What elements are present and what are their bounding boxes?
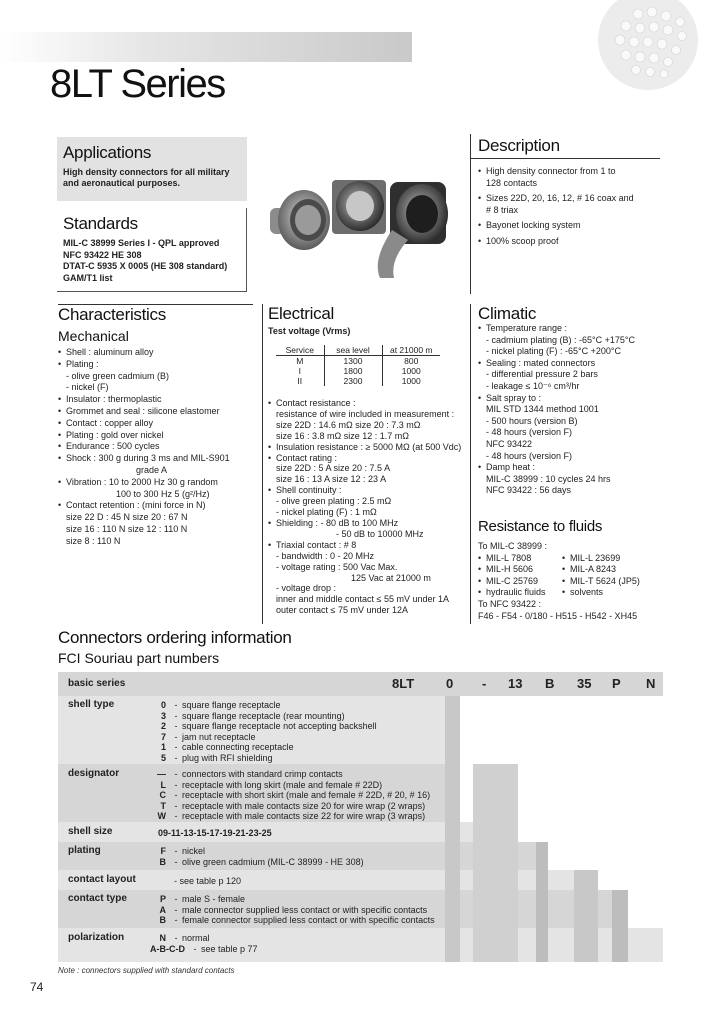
option-code: B (159, 915, 166, 926)
climatic-line: • Damp heat : (478, 462, 678, 474)
description-item: • High density connector from 1 to (486, 166, 616, 176)
climatic-list (478, 323, 678, 497)
contact-type-items (150, 894, 435, 926)
fluids-heading: Resistance to fluids (478, 518, 603, 535)
fluid-item: • MIL-A 8243 (562, 564, 640, 576)
shell-type-option: 0 - square flange receptacle (150, 700, 377, 711)
page-title: 8LT Series (50, 62, 225, 106)
basic-series-bar (58, 672, 663, 696)
description-rule (470, 158, 660, 159)
description-item: 128 contacts (486, 177, 538, 188)
shell-type-items (150, 700, 377, 764)
contact-layout-label: contact layout (68, 874, 136, 885)
climatic-line: - 48 hours (version F) (486, 427, 573, 438)
fluids-block (478, 541, 678, 622)
option-text: cable connecting receptacle (182, 742, 294, 753)
mechanical-line: • Plating : (58, 359, 263, 371)
electrical-list (268, 398, 468, 616)
col-contact (612, 890, 628, 962)
option-code: L (160, 779, 166, 790)
plating-label: plating (68, 845, 101, 856)
title-bar (0, 32, 412, 62)
tv-cell: M (296, 356, 304, 366)
mechanical-line: • Shock : 300 g during 3 ms and MIL-S901 (58, 453, 263, 465)
characteristics-heading: Characteristics (58, 305, 166, 324)
electrical-line: 125 Vac at 21000 m (351, 572, 431, 583)
characteristics-rule (58, 304, 253, 305)
electrical-line: • Contact rating : (268, 453, 468, 464)
code-shell-size: 13 (508, 676, 523, 691)
designator-label: designator (68, 768, 120, 779)
shell-size-values: 09-11-13-15-17-19-21-23-25 (158, 828, 272, 838)
option-text: square flange receptacle (rear mounting) (182, 710, 345, 721)
contact-type-label: contact type (68, 893, 127, 904)
mechanical-line: • Plating : gold over nickel (58, 430, 263, 442)
electrical-line: • Contact resistance : (268, 398, 468, 409)
electrical-line: - voltage rating : 500 Vac Max. (276, 561, 398, 572)
option-text: plug with RFI shielding (182, 752, 273, 763)
fluid-item: • MIL-T 5624 (JP5) (562, 576, 640, 588)
option-text: square flange receptacle not accepting backshell (182, 721, 377, 732)
electrical-line: • Triaxial contact : # 8 (268, 540, 468, 551)
applications-heading: Applications (63, 143, 152, 162)
option-text: male S - female (182, 894, 246, 904)
tv-cell: 800 (382, 356, 440, 367)
code-plating: B (545, 676, 555, 691)
fluids-intro: To MIL-C 38999 : (478, 541, 548, 551)
shell-type-option: 2 - square flange receptacle not accepting backshell (150, 721, 377, 732)
designator-items (150, 769, 430, 822)
option-code: — (157, 769, 166, 779)
code-shell-type: 0 (446, 676, 454, 691)
tv-cell: 1800 (324, 366, 382, 376)
contact-layout-value: - see table p 120 (174, 876, 242, 886)
option-text: receptacle with male contacts size 20 for wire wrap (2 wraps) (182, 800, 426, 811)
code-series: 8LT (392, 676, 415, 691)
basic-series-label: basic series (68, 678, 126, 689)
climatic-line: - cadmium plating (B) : -65°C +175°C (486, 334, 636, 345)
page-number: 74 (30, 980, 44, 994)
plating-items (150, 846, 364, 867)
designator-option: L - receptacle with long skirt (male and female # 22D) (150, 780, 430, 791)
applications-box (57, 137, 247, 201)
standards-box (57, 208, 247, 292)
climatic-line: • Salt spray to : (478, 393, 678, 405)
standards-line: GAM/T1 list (63, 272, 113, 283)
option-text: connectors with standard crimp contacts (182, 769, 343, 779)
applications-line: High density connectors for all military (63, 167, 230, 177)
code-contact: P (612, 676, 621, 691)
option-code: N (159, 933, 166, 943)
option-code: B (159, 856, 166, 867)
climatic-line: MIL-C 38999 : 10 cycles 24 hrs (486, 473, 611, 484)
ordering-heading: Connectors ordering information (58, 628, 292, 647)
electrical-line: inner and middle contact ≤ 55 mV under 1A (276, 594, 450, 605)
mechanical-line: • Insulator : thermoplastic (58, 394, 263, 406)
option-code: 0 (160, 700, 166, 710)
applications-line: and aeronautical purposes. (63, 178, 181, 188)
standards-line: NFC 93422 HE 308 (63, 249, 142, 260)
option-code: 7 (160, 731, 166, 742)
tv-header: Service (276, 345, 324, 356)
option-text: normal (182, 933, 210, 943)
climatic-line: • Sealing : mated connectors (478, 358, 678, 370)
ordering-subheading: FCI Souriau part numbers (58, 650, 220, 666)
test-voltage-label: Test voltage (Vrms) (268, 326, 351, 336)
option-text: female connector supplied less contact or with specific contacts (182, 915, 435, 926)
option-code: T (160, 800, 166, 811)
climatic-heading: Climatic (478, 304, 537, 323)
shell-type-label: shell type (68, 699, 115, 710)
electrical-divider (262, 304, 263, 624)
polarization-items (150, 933, 258, 954)
option-code: A (159, 904, 166, 915)
tv-header: sea level (324, 345, 382, 356)
polarization-band (58, 928, 663, 962)
mechanical-line: • Shell : aluminum alloy (58, 347, 263, 359)
tv-cell: I (298, 366, 301, 376)
option-text: receptacle with male contacts size 22 for wire wrap (3 wraps) (182, 811, 426, 822)
electrical-line: - nickel plating (F) : 1 mΩ (276, 507, 377, 518)
mechanical-line: size 8 : 110 N (66, 535, 121, 546)
electrical-line: - bandwidth : 0 - 20 MHz (276, 550, 375, 561)
option-text: receptacle with long skirt (male and female # 22D) (182, 779, 383, 790)
mechanical-line: size 16 : 110 N size 12 : 110 N (66, 523, 188, 534)
option-code: W (157, 811, 166, 822)
code-polarization: N (646, 676, 656, 691)
standards-heading: Standards (63, 214, 138, 233)
decorative-dots-logo (576, 0, 706, 92)
tv-cell: 1000 (382, 376, 440, 386)
electrical-line: • Shielding : - 80 dB to 100 MHz (268, 518, 468, 529)
option-code: C (159, 790, 166, 801)
mechanical-line: • Endurance : 500 cycles (58, 441, 263, 453)
code-layout: 35 (577, 676, 592, 691)
electrical-line: size 16 : 3.8 mΩ size 12 : 1.7 mΩ (276, 430, 410, 441)
option-code: 1 (160, 742, 166, 753)
standards-line: MIL-C 38999 Series I - QPL approved (63, 238, 220, 248)
nfc-intro: To NFC 93422 : (478, 598, 542, 609)
polarization-option: A-B-C-D - see table p 77 (150, 943, 258, 954)
description-item: • Bayonet locking system (486, 220, 581, 230)
contact-type-option: A - male connector supplied less contact or with specific contacts (150, 905, 435, 916)
mechanical-line: • Contact : copper alloy (58, 418, 263, 430)
col-layout (574, 870, 598, 962)
climatic-line: • Temperature range : (478, 323, 678, 335)
mechanical-line: - nickel (F) (66, 382, 109, 393)
tv-cell: II (297, 376, 303, 386)
mechanical-line: • Grommet and seal : silicone elastomer (58, 406, 263, 418)
contact-type-option: P - male S - female (150, 894, 435, 905)
tv-cell: 1000 (382, 366, 440, 376)
description-item: • 100% scoop proof (486, 235, 559, 246)
contact-type-option: B - female connector supplied less contact or with specific contacts (150, 915, 435, 926)
fluid-item: • MIL-C 25769 (478, 576, 562, 588)
col-shell-type (445, 696, 460, 962)
shell-size-label: shell size (68, 826, 113, 837)
electrical-line: size 22D : 5 A size 20 : 7.5 A (276, 463, 391, 474)
col-plating (536, 842, 548, 962)
option-text: nickel (182, 846, 206, 856)
electrical-line: size 16 : 13 A size 12 : 23 A (276, 474, 387, 485)
option-code: P (159, 894, 166, 904)
mechanical-line: • Vibration : 10 to 2000 Hz 30 g random (58, 477, 263, 489)
climatic-line: - differential pressure 2 bars (486, 369, 598, 380)
climatic-divider (470, 304, 471, 624)
shell-type-option: 7 - jam nut receptacle (150, 732, 377, 743)
mechanical-line: size 22 D : 45 N size 20 : 67 N (66, 512, 188, 523)
electrical-line: - olive green plating : 2.5 mΩ (276, 496, 392, 507)
electrical-line: outer contact ≤ 75 mV under 12A (276, 605, 409, 616)
option-text: jam nut receptacle (182, 731, 256, 742)
plating-option: B - olive green cadmium (MIL-C 38999 - HE 308) (150, 857, 364, 868)
option-code: F (160, 846, 166, 856)
description-item: • Sizes 22D, 20, 16, 12, # 16 coax and (486, 193, 634, 203)
designator-option: — - connectors with standard crimp contacts (150, 769, 430, 780)
climatic-line: - nickel plating (F) : -65°C +200°C (486, 346, 621, 357)
climatic-line: MIL STD 1344 method 1001 (486, 404, 599, 415)
standards-line: DTAT-C 5935 X 0005 (HE 308 standard) (63, 261, 228, 271)
code-dash: - (482, 676, 487, 691)
climatic-line: - 48 hours (version F) (486, 450, 573, 461)
mechanical-line: • Contact retention : (mini force in N) (58, 500, 263, 512)
mechanical-heading: Mechanical (58, 328, 129, 344)
polarization-option: N - normal (150, 933, 258, 944)
shell-type-option: 5 - plug with RFI shielding (150, 753, 377, 764)
designator-option: T - receptacle with male contacts size 20 for wire wrap (2 wraps) (150, 801, 430, 812)
description-list (478, 166, 668, 247)
shell-type-option: 1 - cable connecting receptacle (150, 742, 377, 753)
climatic-line: - 500 hours (version B) (486, 415, 578, 426)
fluid-item: • MIL-L 23699 (562, 553, 640, 565)
option-code: 2 (160, 721, 166, 732)
mechanical-line: 100 to 300 Hz 5 (g²/Hz) (116, 488, 210, 499)
polarization-label: polarization (68, 932, 125, 943)
option-code: 5 (160, 752, 166, 763)
electrical-line: • Shell continuity : (268, 485, 468, 496)
test-voltage-table (276, 345, 440, 386)
tv-cell: 1300 (324, 356, 382, 367)
option-text: olive green cadmium (MIL-C 38999 - HE 308) (182, 856, 364, 867)
electrical-line: - voltage drop : (276, 583, 337, 594)
option-text: receptacle with short skirt (male and female # 22D, # 20, # 16) (182, 790, 431, 801)
mechanical-list (58, 347, 263, 548)
fluid-item: • hydraulic fluids (478, 587, 562, 599)
option-text: male connector supplied less contact or with specific contacts (182, 904, 428, 915)
nfc-line: F46 - F54 - 0/180 - H515 - H542 - XH45 (478, 610, 638, 621)
option-code: 3 (160, 710, 166, 721)
electrical-line: - 50 dB to 10000 MHz (336, 528, 424, 539)
climatic-line: NFC 93422 (486, 438, 533, 449)
plating-option: F - nickel (150, 846, 364, 857)
fluid-item: • solvents (562, 587, 640, 599)
option-text: see table p 77 (201, 943, 258, 954)
climatic-line: NFC 93422 : 56 days (486, 485, 572, 496)
electrical-line: • Insulation resistance : ≥ 5000 MΩ (at 500 Vdc) (268, 442, 468, 453)
electrical-heading: Electrical (268, 304, 334, 323)
description-item: # 8 triax (486, 204, 519, 215)
mechanical-line: - olive green cadmium (B) (66, 370, 170, 381)
designator-option: C - receptacle with short skirt (male and female # 22D, # 20, # 16) (150, 790, 430, 801)
electrical-line: resistance of wire included in measurement : (276, 408, 455, 419)
shell-type-option: 3 - square flange receptacle (rear mounting) (150, 711, 377, 722)
climatic-line: - leakage ≤ 10⁻⁶ cm³/hr (486, 380, 580, 391)
tv-cell: 2300 (324, 376, 382, 386)
description-heading: Description (478, 136, 560, 155)
option-code: A-B-C-D (150, 943, 185, 954)
designator-option: W - receptacle with male contacts size 22 for wire wrap (3 wraps) (150, 811, 430, 822)
col-size (473, 764, 518, 962)
mechanical-line: grade A (136, 464, 168, 475)
fluid-item: • MIL-H 5606 (478, 564, 562, 576)
electrical-line: size 22D : 14.6 mΩ size 20 : 7.3 mΩ (276, 419, 421, 430)
connector-photo (262, 160, 467, 280)
fluid-item: • MIL-L 7808 (478, 553, 562, 565)
option-text: square flange receptacle (182, 700, 281, 710)
tv-header: at 21000 m (382, 345, 440, 356)
ordering-note: Note : connectors supplied with standard contacts (58, 966, 235, 975)
